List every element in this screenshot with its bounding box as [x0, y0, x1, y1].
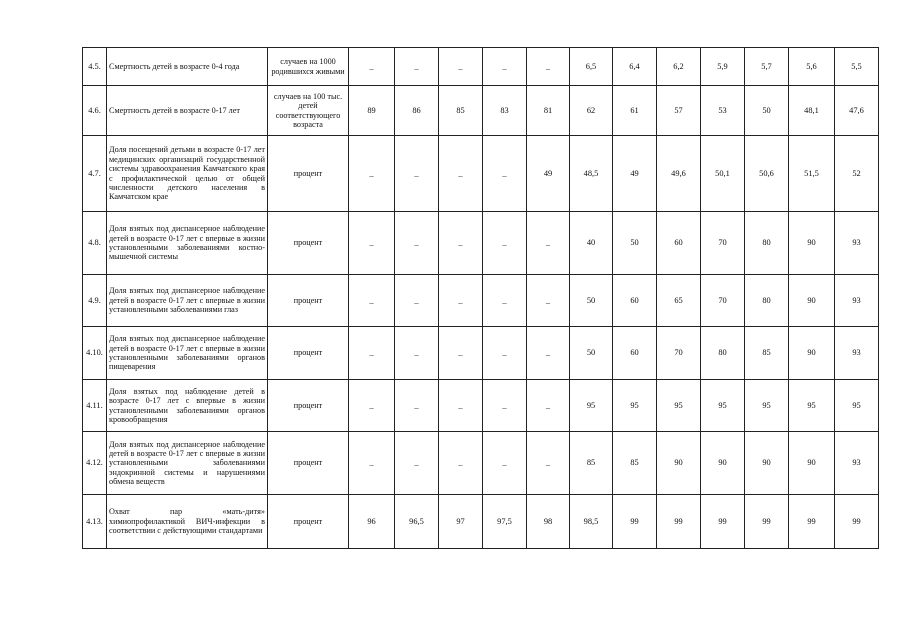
- value-cell: 49: [613, 136, 657, 212]
- value-cell: 80: [745, 275, 789, 327]
- indicator-name: Доля посещений детьми в возрасте 0-17 лет медицинских организаций государственной системы здравоохранения Камчатского края с профилактической целью от общей численности детского населения в Камчатском крае: [107, 136, 268, 212]
- value-cell: _: [483, 136, 527, 212]
- value-cell: _: [395, 136, 439, 212]
- table-row: [83, 327, 879, 380]
- value-cell: 40: [570, 212, 613, 275]
- value-cell: 53: [701, 86, 745, 136]
- unit-of-measure: случаев на 100 тыс. детей соответствующего возраста: [268, 86, 349, 136]
- value-cell: 5,5: [835, 48, 879, 86]
- value-cell: 48,1: [789, 86, 835, 136]
- value-cell: 6,2: [657, 48, 701, 86]
- value-cell: 57: [657, 86, 701, 136]
- indicator-name: Охват пар «мать-дитя» химиопрофилактикой ВИЧ-инфекции в соответствии с действующими стандартами: [107, 495, 268, 549]
- value-cell: 97: [439, 495, 483, 549]
- value-cell: 50: [570, 275, 613, 327]
- value-cell: 6,4: [613, 48, 657, 86]
- table-row: [83, 275, 879, 327]
- indicator-name: Доля взятых под диспансерное наблюдение детей в возрасте 0-17 лет с впервые в жизни установленными заболеваниями костно-мышечной системы: [107, 212, 268, 275]
- value-cell: 5,7: [745, 48, 789, 86]
- value-cell: _: [349, 380, 395, 432]
- value-cell: 50,1: [701, 136, 745, 212]
- value-cell: 86: [395, 86, 439, 136]
- value-cell: 95: [701, 380, 745, 432]
- value-cell: 80: [701, 327, 745, 380]
- indicator-name: Доля взятых под наблюдение детей в возрасте 0-17 лет с впервые в жизни установленными заболеваниями органов кровообращения: [107, 380, 268, 432]
- value-cell: 52: [835, 136, 879, 212]
- unit-of-measure: процент: [268, 432, 349, 495]
- value-cell: 99: [835, 495, 879, 549]
- value-cell: _: [527, 432, 570, 495]
- value-cell: _: [349, 136, 395, 212]
- unit-of-measure: процент: [268, 495, 349, 549]
- value-cell: 99: [789, 495, 835, 549]
- unit-of-measure: процент: [268, 275, 349, 327]
- value-cell: _: [483, 212, 527, 275]
- row-number: 4.13.: [83, 495, 107, 549]
- table-row: [83, 432, 879, 495]
- value-cell: 48,5: [570, 136, 613, 212]
- value-cell: 96,5: [395, 495, 439, 549]
- value-cell: 80: [745, 212, 789, 275]
- value-cell: 97,5: [483, 495, 527, 549]
- value-cell: _: [527, 380, 570, 432]
- value-cell: 99: [657, 495, 701, 549]
- value-cell: 93: [835, 432, 879, 495]
- value-cell: 50: [613, 212, 657, 275]
- value-cell: 50: [570, 327, 613, 380]
- value-cell: _: [527, 48, 570, 86]
- value-cell: _: [349, 212, 395, 275]
- value-cell: 93: [835, 275, 879, 327]
- indicator-name: Доля взятых под диспансерное наблюдение детей в возрасте 0-17 лет с впервые в жизни установленными заболеваниями глаз: [107, 275, 268, 327]
- value-cell: _: [349, 327, 395, 380]
- value-cell: _: [439, 48, 483, 86]
- value-cell: _: [439, 136, 483, 212]
- row-number: 4.10.: [83, 327, 107, 380]
- value-cell: 90: [789, 275, 835, 327]
- value-cell: _: [527, 212, 570, 275]
- indicator-name: Доля взятых под диспансерное наблюдение детей в возрасте 0-17 лет с впервые в жизни установленными заболеваниями эндокринной системы и нарушениями обмена веществ: [107, 432, 268, 495]
- table-row: [83, 495, 879, 549]
- value-cell: 49: [527, 136, 570, 212]
- value-cell: _: [395, 327, 439, 380]
- value-cell: 99: [745, 495, 789, 549]
- value-cell: 5,9: [701, 48, 745, 86]
- value-cell: 96: [349, 495, 395, 549]
- table-body: [83, 48, 879, 549]
- value-cell: _: [395, 380, 439, 432]
- row-number: 4.11.: [83, 380, 107, 432]
- row-number: 4.6.: [83, 86, 107, 136]
- indicator-name: Доля взятых под диспансерное наблюдение детей в возрасте 0-17 лет с впервые в жизни установленными заболеваниями органов пищеварения: [107, 327, 268, 380]
- value-cell: 85: [745, 327, 789, 380]
- value-cell: 5,6: [789, 48, 835, 86]
- value-cell: 6,5: [570, 48, 613, 86]
- indicator-name: Смертность детей в возрасте 0-17 лет: [107, 86, 268, 136]
- unit-of-measure: процент: [268, 136, 349, 212]
- value-cell: 47,6: [835, 86, 879, 136]
- unit-of-measure: процент: [268, 380, 349, 432]
- value-cell: 70: [701, 275, 745, 327]
- value-cell: 90: [789, 327, 835, 380]
- value-cell: 95: [835, 380, 879, 432]
- unit-of-measure: процент: [268, 212, 349, 275]
- value-cell: 85: [439, 86, 483, 136]
- unit-of-measure: процент: [268, 327, 349, 380]
- unit-of-measure: случаев на 1000 родившихся живыми: [268, 48, 349, 86]
- value-cell: 89: [349, 86, 395, 136]
- value-cell: 95: [570, 380, 613, 432]
- value-cell: 50: [745, 86, 789, 136]
- value-cell: 93: [835, 327, 879, 380]
- value-cell: 90: [789, 212, 835, 275]
- value-cell: _: [395, 48, 439, 86]
- value-cell: _: [439, 275, 483, 327]
- value-cell: 93: [835, 212, 879, 275]
- value-cell: _: [395, 212, 439, 275]
- value-cell: _: [483, 327, 527, 380]
- value-cell: 50,6: [745, 136, 789, 212]
- value-cell: 85: [613, 432, 657, 495]
- value-cell: _: [395, 432, 439, 495]
- value-cell: _: [439, 380, 483, 432]
- value-cell: 65: [657, 275, 701, 327]
- value-cell: _: [395, 275, 439, 327]
- value-cell: 60: [613, 327, 657, 380]
- row-number: 4.7.: [83, 136, 107, 212]
- row-number: 4.9.: [83, 275, 107, 327]
- value-cell: _: [483, 380, 527, 432]
- table-row: [83, 212, 879, 275]
- value-cell: 83: [483, 86, 527, 136]
- value-cell: _: [527, 275, 570, 327]
- row-number: 4.12.: [83, 432, 107, 495]
- value-cell: _: [349, 432, 395, 495]
- indicator-name: Смертность детей в возрасте 0-4 года: [107, 48, 268, 86]
- value-cell: 95: [613, 380, 657, 432]
- value-cell: 90: [657, 432, 701, 495]
- value-cell: _: [439, 327, 483, 380]
- value-cell: _: [439, 432, 483, 495]
- value-cell: 62: [570, 86, 613, 136]
- value-cell: 95: [789, 380, 835, 432]
- table-row: [83, 86, 879, 136]
- value-cell: 90: [701, 432, 745, 495]
- value-cell: 99: [701, 495, 745, 549]
- value-cell: _: [439, 212, 483, 275]
- value-cell: 61: [613, 86, 657, 136]
- value-cell: 90: [745, 432, 789, 495]
- value-cell: _: [483, 432, 527, 495]
- value-cell: 60: [613, 275, 657, 327]
- table-row: [83, 136, 879, 212]
- value-cell: 70: [657, 327, 701, 380]
- value-cell: _: [483, 48, 527, 86]
- value-cell: 70: [701, 212, 745, 275]
- value-cell: 95: [657, 380, 701, 432]
- value-cell: 90: [789, 432, 835, 495]
- table-row: [83, 380, 879, 432]
- value-cell: 98,5: [570, 495, 613, 549]
- table-row: [83, 48, 879, 86]
- value-cell: 51,5: [789, 136, 835, 212]
- value-cell: _: [483, 275, 527, 327]
- value-cell: _: [349, 275, 395, 327]
- value-cell: 98: [527, 495, 570, 549]
- value-cell: 99: [613, 495, 657, 549]
- value-cell: 81: [527, 86, 570, 136]
- value-cell: 85: [570, 432, 613, 495]
- value-cell: _: [349, 48, 395, 86]
- value-cell: 49,6: [657, 136, 701, 212]
- row-number: 4.8.: [83, 212, 107, 275]
- value-cell: 95: [745, 380, 789, 432]
- indicators-table: [82, 47, 879, 549]
- row-number: 4.5.: [83, 48, 107, 86]
- value-cell: 60: [657, 212, 701, 275]
- value-cell: _: [527, 327, 570, 380]
